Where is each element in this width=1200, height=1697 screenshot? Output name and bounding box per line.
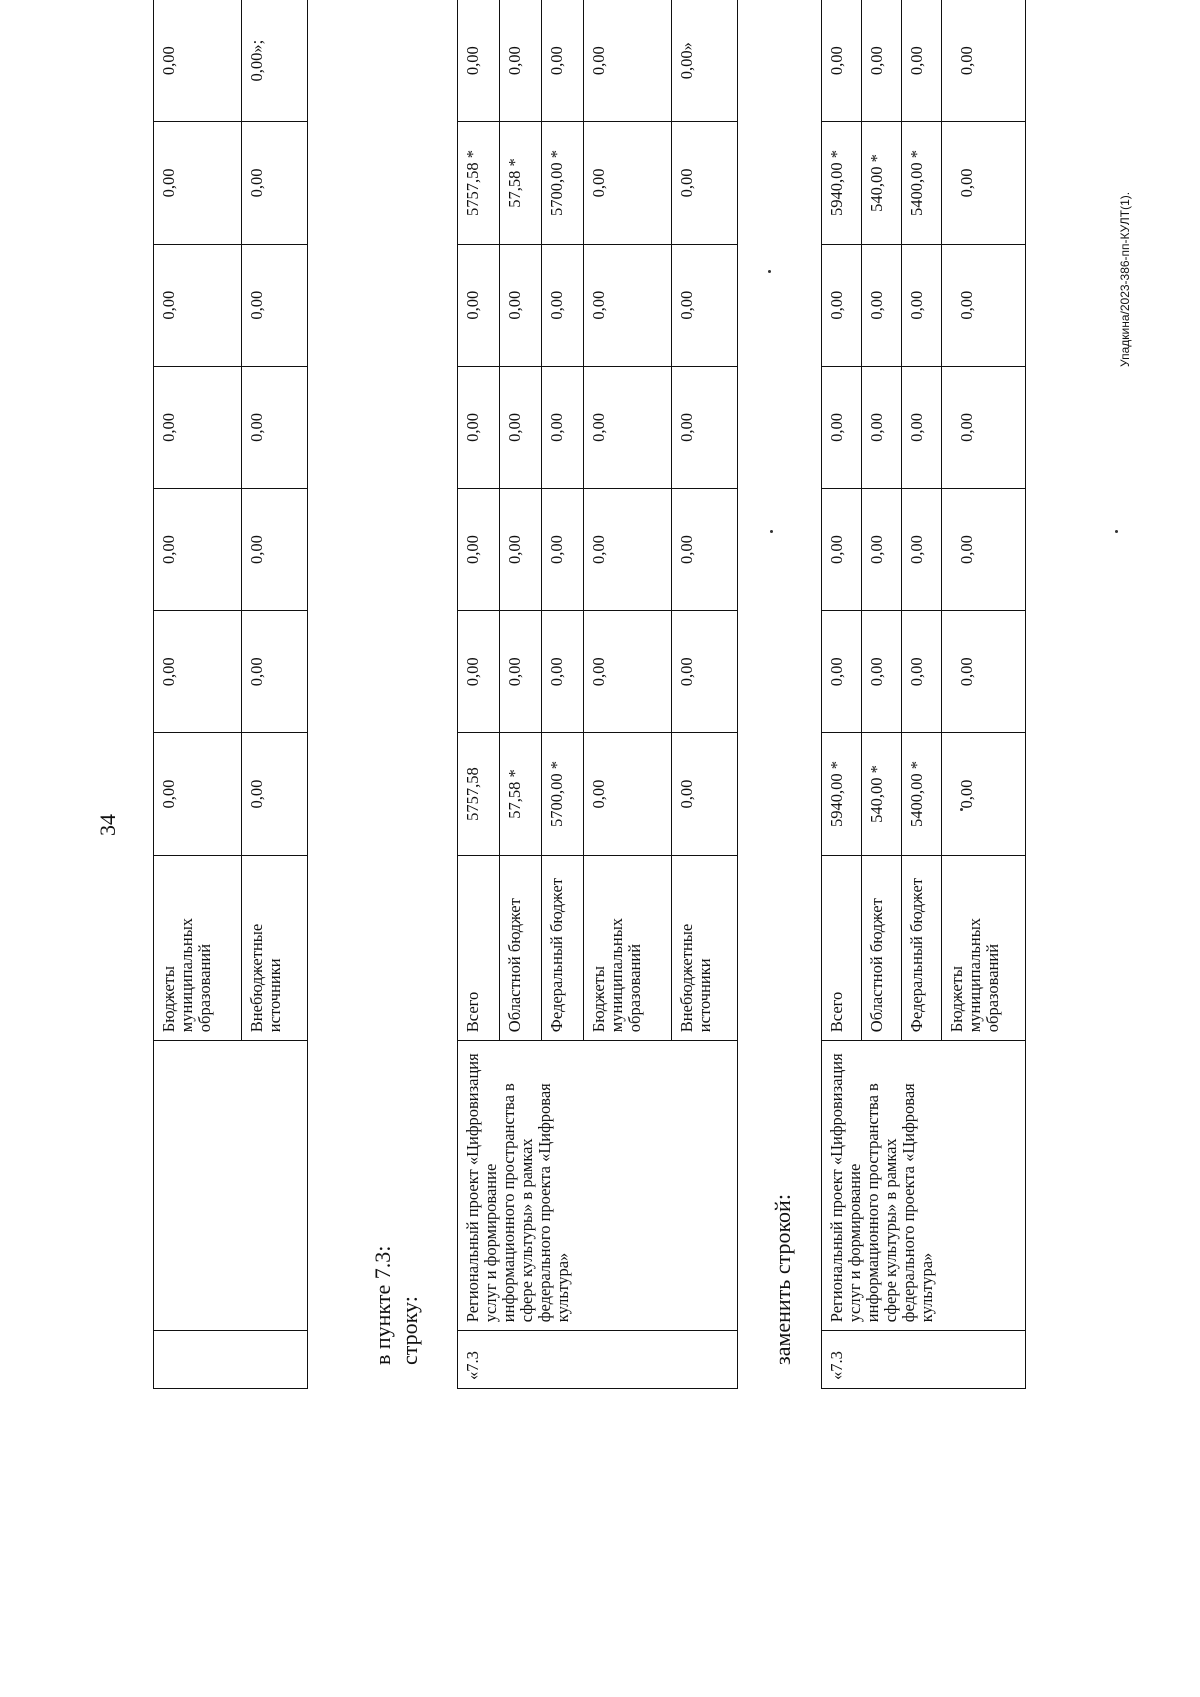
funding-source-cell: Областной бюджет [862, 855, 902, 1041]
amount-cell: 0,00 [242, 244, 308, 366]
amount-cell: 0,00 [500, 611, 542, 733]
amount-cell: 0,00 [458, 611, 500, 733]
scan-speck [770, 530, 773, 533]
amount-cell: 540,00 * [862, 122, 902, 244]
funding-source-cell: Бюджеты муниципальных образований [942, 855, 1026, 1041]
amount-cell: 0,00 [154, 122, 242, 244]
table-row [822, 0, 862, 1389]
amount-cell: 0,00 [242, 122, 308, 244]
amount-cell: 57,58 * [500, 122, 542, 244]
table-row [154, 0, 242, 1389]
amount-cell: 0,00 [584, 244, 672, 366]
amount-cell: 0,00 [942, 0, 1026, 122]
amount-cell: 0,00 [154, 244, 242, 366]
scan-speck [1115, 530, 1118, 533]
amount-cell: 0,00 [672, 488, 738, 610]
amount-cell: 5700,00 * [542, 733, 584, 855]
amount-cell: 0,00 [902, 0, 942, 122]
amount-cell: 5757,58 [458, 733, 500, 855]
amount-cell: 0,00 [862, 611, 902, 733]
amount-cell: 0,00 [822, 244, 862, 366]
caption-point: в пункте 7.3: [370, 1245, 395, 1365]
project-name-cell: Региональный проект «Цифровизация услуг и формирование информационного пространства в сфере культуры» в рамках федерального проекта «Цифровая культура» [458, 1041, 738, 1331]
amount-cell: 0,00 [500, 488, 542, 610]
amount-cell: 0,00 [584, 122, 672, 244]
page-number: 34 [95, 814, 120, 836]
row-number-cell [154, 1331, 308, 1389]
table-continuation [153, 0, 308, 1389]
amount-cell: 0,00»; [242, 0, 308, 122]
amount-cell: 0,00 [584, 366, 672, 488]
project-name-cell: Региональный проект «Цифровизация услуг и формирование информационного пространства в сфере культуры» в рамках федерального проекта «Цифровая культура» [822, 1041, 1026, 1331]
amount-cell: 0,00 [458, 244, 500, 366]
amount-cell: 0,00» [672, 0, 738, 122]
amount-cell: 0,00 [942, 122, 1026, 244]
caption-replace: заменить строкой: [770, 1194, 795, 1365]
amount-cell: 0,00 [942, 611, 1026, 733]
table-old-row [457, 0, 738, 1389]
amount-cell: 0,00 [500, 0, 542, 122]
amount-cell: 0,00 [584, 733, 672, 855]
amount-cell: 0,00 [154, 733, 242, 855]
table-row [458, 0, 500, 1389]
amount-cell: 0,00 [942, 733, 1026, 855]
amount-cell: 0,00 [584, 611, 672, 733]
amount-cell: 0,00 [822, 0, 862, 122]
amount-cell: 0,00 [154, 611, 242, 733]
amount-cell: 0,00 [822, 611, 862, 733]
amount-cell: 0,00 [154, 0, 242, 122]
amount-cell: 0,00 [902, 488, 942, 610]
caption-row: строку: [397, 1296, 422, 1365]
funding-source-cell: Бюджеты муниципальных образований [584, 855, 672, 1041]
amount-cell: 0,00 [542, 488, 584, 610]
project-name-cell [154, 1041, 308, 1331]
row-number-cell: «7.3 [458, 1331, 738, 1389]
funding-source-cell: Федеральный бюджет [542, 855, 584, 1041]
document-code: Упадкина/2023-386-пп-КУЛТ(1). [1118, 191, 1132, 367]
funding-source-cell: Федеральный бюджет [902, 855, 942, 1041]
funding-source-cell: Всего [822, 855, 862, 1041]
table-new-row [821, 0, 1026, 1389]
amount-cell: 0,00 [542, 0, 584, 122]
funding-source-cell: Внебюджетные источники [242, 855, 308, 1041]
amount-cell: 0,00 [822, 488, 862, 610]
amount-cell: 5757,58 * [458, 122, 500, 244]
amount-cell: 0,00 [862, 488, 902, 610]
amount-cell: 0,00 [458, 366, 500, 488]
amount-cell: 0,00 [862, 244, 902, 366]
amount-cell: 0,00 [902, 366, 942, 488]
funding-source-cell: Областной бюджет [500, 855, 542, 1041]
amount-cell: 5400,00 * [902, 733, 942, 855]
amount-cell: 0,00 [672, 733, 738, 855]
amount-cell: 0,00 [242, 733, 308, 855]
amount-cell: 0,00 [942, 244, 1026, 366]
amount-cell: 0,00 [500, 244, 542, 366]
amount-cell: 57,58 * [500, 733, 542, 855]
amount-cell: 0,00 [822, 366, 862, 488]
amount-cell: 0,00 [902, 611, 942, 733]
amount-cell: 0,00 [500, 366, 542, 488]
amount-cell: 0,00 [242, 488, 308, 610]
funding-source-cell: Бюджеты муниципальных образований [154, 855, 242, 1041]
row-number-cell: «7.3 [822, 1331, 1026, 1389]
scan-speck [768, 270, 771, 273]
amount-cell: 0,00 [902, 244, 942, 366]
amount-cell: 0,00 [584, 0, 672, 122]
amount-cell: 0,00 [862, 366, 902, 488]
amount-cell: 5940,00 * [822, 733, 862, 855]
funding-source-cell: Всего [458, 855, 500, 1041]
amount-cell: 0,00 [584, 488, 672, 610]
amount-cell: 0,00 [242, 611, 308, 733]
amount-cell: 0,00 [542, 244, 584, 366]
amount-cell: 0,00 [672, 244, 738, 366]
amount-cell: 5400,00 * [902, 122, 942, 244]
amount-cell: 0,00 [942, 488, 1026, 610]
amount-cell: 0,00 [154, 488, 242, 610]
amount-cell: 0,00 [242, 366, 308, 488]
funding-source-cell: Внебюджетные источники [672, 855, 738, 1041]
amount-cell: 540,00 * [862, 733, 902, 855]
amount-cell: 0,00 [542, 611, 584, 733]
amount-cell: 0,00 [154, 366, 242, 488]
amount-cell: 5700,00 * [542, 122, 584, 244]
amount-cell: 0,00 [542, 366, 584, 488]
amount-cell: 0,00 [672, 611, 738, 733]
amount-cell: 5940,00 * [822, 122, 862, 244]
amount-cell: 0,00 [862, 0, 902, 122]
amount-cell: 0,00 [672, 122, 738, 244]
scan-speck [960, 808, 963, 811]
amount-cell: 0,00 [672, 366, 738, 488]
amount-cell: 0,00 [458, 0, 500, 122]
amount-cell: 0,00 [942, 366, 1026, 488]
amount-cell: 0,00 [458, 488, 500, 610]
